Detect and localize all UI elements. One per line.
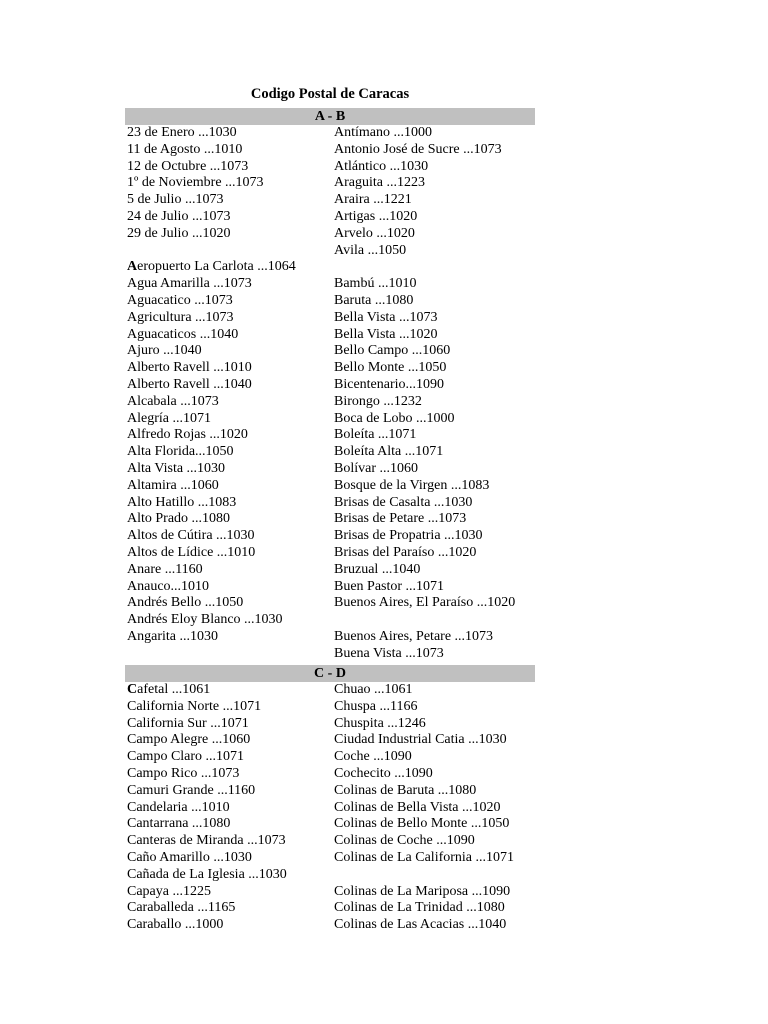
- table-row: [125, 360, 535, 377]
- right-entry: Boleíta ...1071: [334, 427, 417, 443]
- left-entry: Andrés Eloy Blanco ...1030: [127, 612, 283, 628]
- table-row: [125, 209, 535, 226]
- table-row: [125, 310, 535, 327]
- table-row: [125, 276, 535, 293]
- right-entry: Birongo ...1232: [334, 393, 422, 409]
- right-entry: Baruta ...1080: [334, 292, 414, 308]
- right-entry: Bella Vista ...1020: [334, 326, 438, 342]
- left-entry: Anauco...1010: [127, 578, 210, 594]
- left-entry: Alberto Ravell ...1040: [127, 376, 252, 392]
- table-row: [125, 444, 535, 461]
- section-a-b: [125, 108, 535, 663]
- left-entry: 1º de Noviembre ...1073: [127, 175, 264, 191]
- table-row: [125, 783, 535, 800]
- table-row: [125, 716, 535, 733]
- right-entry: Bambú ...1010: [334, 276, 417, 292]
- section-c-d: [125, 665, 535, 934]
- table-row: [125, 478, 535, 495]
- table-row: [125, 699, 535, 716]
- table-row: [125, 800, 535, 817]
- right-entry: Brisas de Propatria ...1030: [334, 528, 483, 544]
- left-entry: Aguacatico ...1073: [127, 292, 233, 308]
- right-entry: Buenos Aires, Petare ...1073: [334, 628, 494, 644]
- table-row: [125, 850, 535, 867]
- left-entry: Aeropuerto La Carlota ...1064: [127, 259, 296, 275]
- right-entry: Brisas de Petare ...1073: [334, 511, 467, 527]
- table-row: [125, 394, 535, 411]
- table-row: [125, 528, 535, 545]
- right-entry: Artigas ...1020: [334, 208, 418, 224]
- left-entry: Agua Amarilla ...1073: [127, 276, 252, 292]
- left-entry: Altos de Lídice ...1010: [127, 544, 256, 560]
- left-entry: Alfredo Rojas ...1020: [127, 427, 248, 443]
- table-row: [125, 327, 535, 344]
- left-entry: Agricultura ...1073: [127, 309, 234, 325]
- left-entry: 11 de Agosto ...1010: [127, 141, 243, 157]
- right-entry: Colinas de Bello Monte ...1050: [334, 816, 510, 832]
- right-entry: Boleíta Alta ...1071: [334, 444, 444, 460]
- table-row: [125, 749, 535, 766]
- left-entry: 12 de Octubre ...1073: [127, 158, 249, 174]
- left-entry: Angarita ...1030: [127, 628, 218, 644]
- table-row: [125, 884, 535, 901]
- left-entry: Aguacaticos ...1040: [127, 326, 239, 342]
- left-entry: Alcabala ...1073: [127, 393, 219, 409]
- right-entry: Atlántico ...1030: [334, 158, 429, 174]
- entries-list: [125, 682, 535, 934]
- right-entry: Colinas de Las Acacias ...1040: [334, 917, 507, 933]
- table-row: [125, 766, 535, 783]
- right-entry: Bruzual ...1040: [334, 561, 421, 577]
- left-entry: Cafetal ...1061: [127, 682, 211, 697]
- right-entry: Bello Monte ...1050: [334, 360, 447, 376]
- page-title: Codigo Postal de Caracas: [250, 86, 410, 102]
- table-row: [125, 833, 535, 850]
- table-row: [125, 612, 535, 629]
- right-entry: Chuao ...1061: [334, 682, 413, 697]
- left-entry: Andrés Bello ...1050: [127, 595, 244, 611]
- left-entry: Candelaria ...1010: [127, 799, 230, 815]
- left-entry: Campo Claro ...1071: [127, 749, 245, 765]
- right-entry: Brisas del Paraíso ...1020: [334, 544, 477, 560]
- left-entry: Caraballo ...1000: [127, 917, 224, 933]
- table-row: [125, 495, 535, 512]
- left-entry: [125, 243, 334, 260]
- left-entry: Campo Alegre ...1060: [127, 732, 251, 748]
- left-entry: Alto Prado ...1080: [127, 511, 231, 527]
- right-entry: Antonio José de Sucre ...1073: [334, 141, 502, 157]
- table-row: [125, 917, 535, 934]
- table-row: [125, 159, 535, 176]
- left-entry: 24 de Julio ...1073: [127, 208, 231, 224]
- left-entry: Cantarrana ...1080: [127, 816, 231, 832]
- table-row: [125, 562, 535, 579]
- table-row: [125, 243, 535, 260]
- table-row: [125, 682, 535, 699]
- left-entry: 29 de Julio ...1020: [127, 225, 231, 241]
- right-entry: Colinas de La California ...1071: [334, 849, 515, 865]
- table-row: [125, 125, 535, 142]
- right-entry: Chuspa ...1166: [334, 698, 418, 714]
- table-row: [125, 579, 535, 596]
- right-entry: Coche ...1090: [334, 749, 412, 765]
- right-entry: [334, 612, 535, 629]
- right-entry: Colinas de Bella Vista ...1020: [334, 799, 501, 815]
- right-entry: Chuspita ...1246: [334, 715, 426, 731]
- left-entry: Capaya ...1225: [127, 883, 211, 899]
- right-entry: Antímano ...1000: [334, 125, 432, 140]
- right-entry: Arvelo ...1020: [334, 225, 415, 241]
- left-entry: Alta Vista ...1030: [127, 460, 226, 476]
- right-entry: Colinas de Coche ...1090: [334, 833, 475, 849]
- right-entry: Buen Pastor ...1071: [334, 578, 445, 594]
- table-row: [125, 293, 535, 310]
- table-row: [125, 175, 535, 192]
- right-entry: Buenos Aires, El Paraíso ...1020: [334, 595, 516, 611]
- table-row: [125, 629, 535, 646]
- right-entry: Ciudad Industrial Catia ...1030: [334, 732, 507, 748]
- left-entry: 5 de Julio ...1073: [127, 192, 224, 208]
- right-entry: Araguita ...1223: [334, 175, 425, 191]
- left-entry: Alegría ...1071: [127, 410, 211, 426]
- table-row: [125, 427, 535, 444]
- right-entry: [334, 867, 535, 884]
- right-entry: Buena Vista ...1073: [334, 645, 444, 661]
- right-entry: Avila ...1050: [334, 242, 407, 258]
- right-entry: Bolívar ...1060: [334, 460, 418, 476]
- table-row: [125, 192, 535, 209]
- right-entry: Bicentenario...1090: [334, 376, 445, 392]
- right-entry: Brisas de Casalta ...1030: [334, 494, 473, 510]
- left-entry: Caraballeda ...1165: [127, 900, 236, 916]
- left-entry: California Norte ...1071: [127, 698, 262, 714]
- entries-list: [125, 125, 535, 663]
- left-entry: Altos de Cútira ...1030: [127, 528, 255, 544]
- left-entry: Alto Hatillo ...1083: [127, 494, 237, 510]
- right-entry: Colinas de La Trinidad ...1080: [334, 900, 505, 916]
- right-entry: [334, 259, 535, 276]
- left-entry: Anare ...1160: [127, 561, 203, 577]
- left-entry: California Sur ...1071: [127, 715, 249, 731]
- right-entry: Bello Campo ...1060: [334, 343, 451, 359]
- table-row: [125, 226, 535, 243]
- left-entry: Alberto Ravell ...1010: [127, 360, 252, 376]
- right-entry: Bosque de la Virgen ...1083: [334, 477, 490, 493]
- right-entry: Cochecito ...1090: [334, 765, 433, 781]
- right-entry: Colinas de Baruta ...1080: [334, 782, 477, 798]
- left-entry: Campo Rico ...1073: [127, 765, 240, 781]
- right-entry: Colinas de La Mariposa ...1090: [334, 883, 511, 899]
- section-header: C - D: [125, 665, 535, 682]
- table-row: [125, 343, 535, 360]
- left-entry: [125, 646, 334, 663]
- table-row: [125, 511, 535, 528]
- right-entry: Boca de Lobo ...1000: [334, 410, 455, 426]
- left-entry: Alta Florida...1050: [127, 444, 234, 460]
- table-row: [125, 377, 535, 394]
- left-entry: 23 de Enero ...1030: [127, 125, 237, 140]
- left-entry: Caño Amarillo ...1030: [127, 849, 252, 865]
- table-row: [125, 900, 535, 917]
- left-entry: Canteras de Miranda ...1073: [127, 833, 286, 849]
- table-row: [125, 867, 535, 884]
- table-row: [125, 732, 535, 749]
- left-entry: Altamira ...1060: [127, 477, 219, 493]
- table-row: [125, 411, 535, 428]
- table-row: [125, 142, 535, 159]
- table-row: [125, 646, 535, 663]
- table-row: [125, 461, 535, 478]
- right-entry: Araira ...1221: [334, 192, 412, 208]
- table-row: [125, 545, 535, 562]
- table-row: [125, 595, 535, 612]
- table-row: [125, 816, 535, 833]
- section-header: A - B: [125, 108, 535, 125]
- table-row: [125, 259, 535, 276]
- left-entry: Camuri Grande ...1160: [127, 782, 256, 798]
- left-entry: Cañada de La Iglesia ...1030: [127, 866, 287, 882]
- left-entry: Ajuro ...1040: [127, 343, 202, 359]
- right-entry: Bella Vista ...1073: [334, 309, 438, 325]
